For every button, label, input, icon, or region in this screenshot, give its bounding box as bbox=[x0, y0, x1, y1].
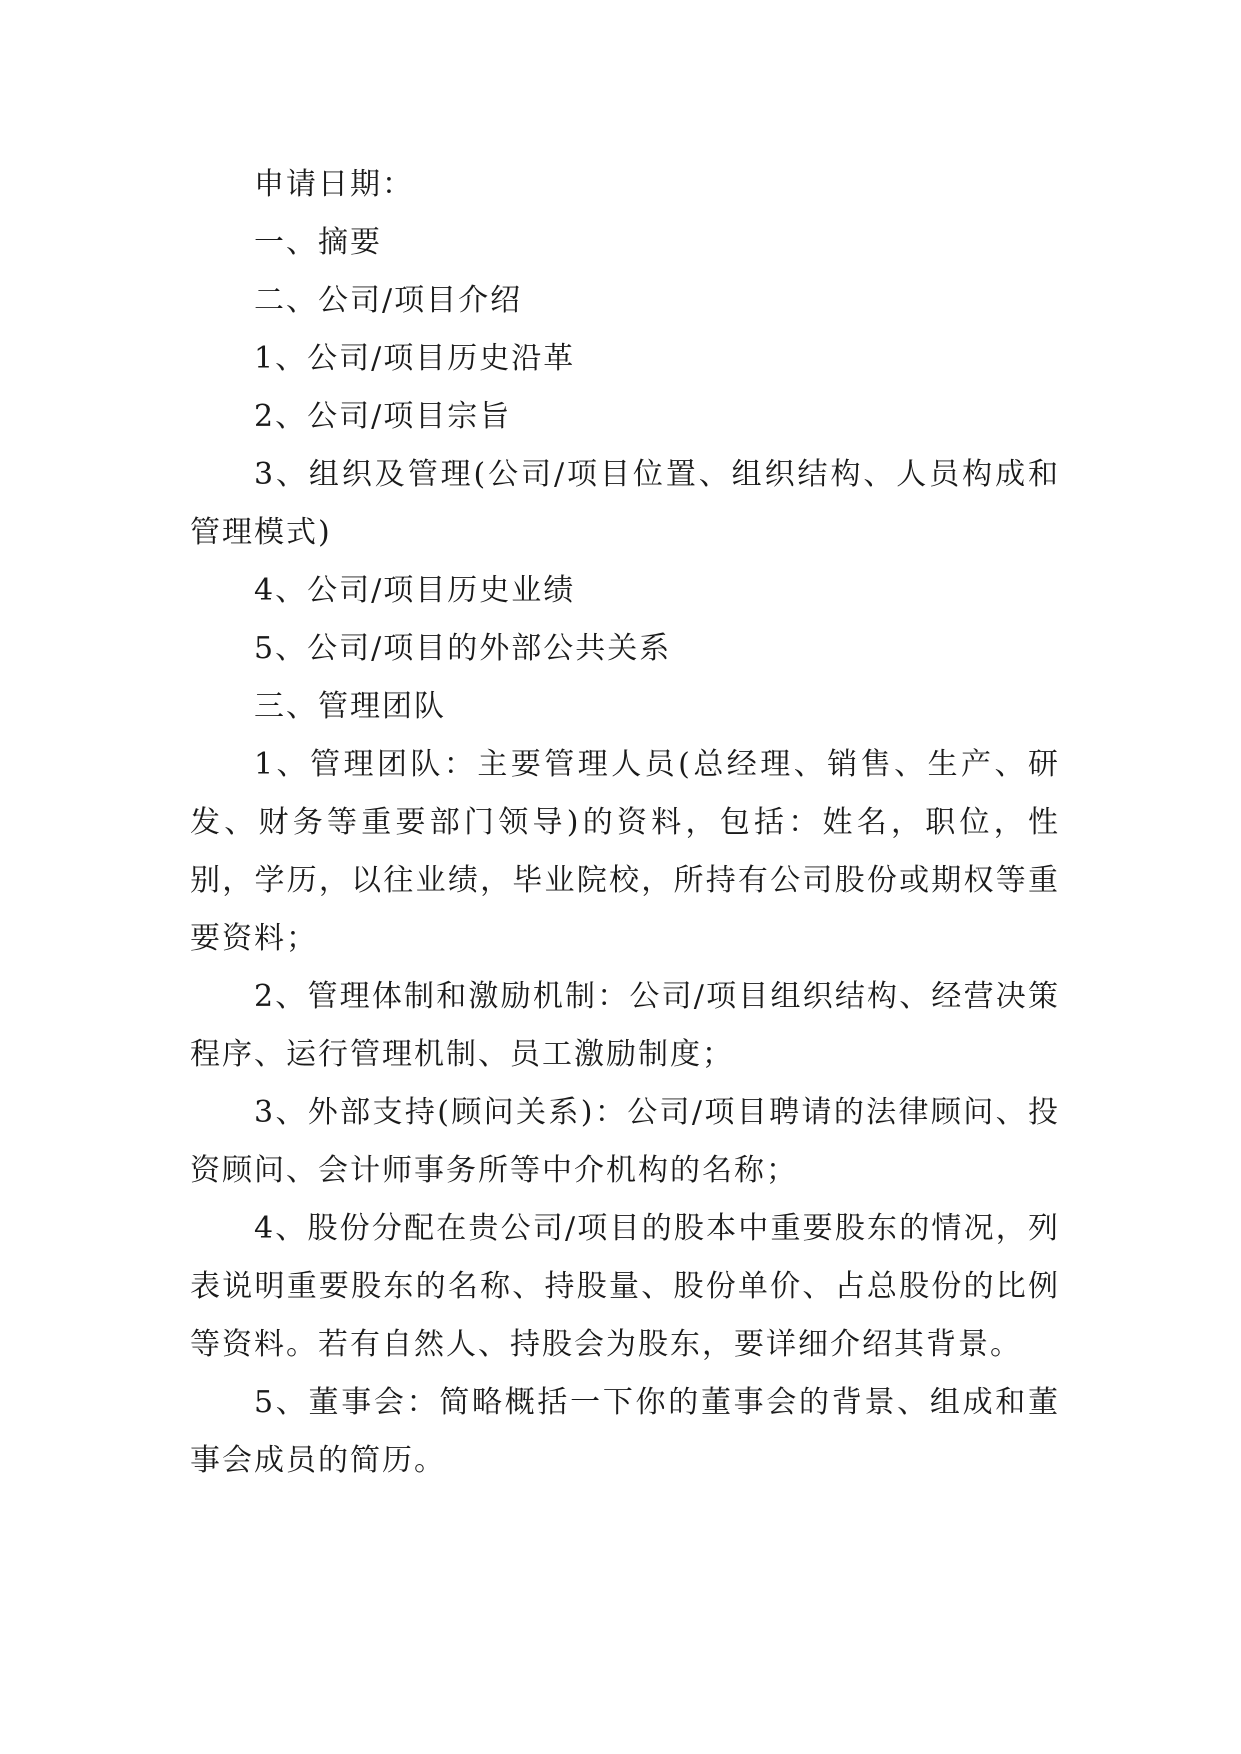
section-heading-management-team: 三、管理团队 bbox=[254, 689, 446, 724]
company-purpose-item: 2、公司/项目宗旨 bbox=[254, 399, 512, 434]
section-heading-company-intro: 二、公司/项目介绍 bbox=[254, 283, 523, 318]
company-history-item: 1、公司/项目历史沿革 bbox=[254, 341, 576, 376]
management-team-item: 1、管理团队：主要管理人员(总经理、销售、生产、研发、财务等重要部门领导)的资料，包括：姓名，职位，性别，学历，以往业绩，毕业院校，所持有公司股份或期权等重要资料； bbox=[190, 747, 1060, 956]
management-system-item: 2、管理体制和激励机制：公司/项目组织结构、经营决策程序、运行管理机制、员工激励制度； bbox=[190, 979, 1060, 1072]
board-of-directors-item: 5、董事会：简略概括一下你的董事会的背景、组成和董事会成员的简历。 bbox=[190, 1385, 1060, 1478]
document-body bbox=[190, 156, 1060, 1490]
application-date-line: 申请日期： bbox=[254, 167, 414, 202]
historical-performance-item: 4、公司/项目历史业绩 bbox=[254, 573, 576, 608]
share-distribution-item: 4、股份分配在贵公司/项目的股本中重要股东的情况，列表说明重要股东的名称、持股量、股份单价、占总股份的比例等资料。若有自然人、持股会为股东，要详细介绍其背景。 bbox=[190, 1211, 1060, 1362]
organization-management-item: 3、组织及管理(公司/项目位置、组织结构、人员构成和管理模式) bbox=[190, 457, 1060, 550]
public-relations-item: 5、公司/项目的外部公共关系 bbox=[254, 631, 672, 666]
external-support-item: 3、外部支持(顾问关系)：公司/项目聘请的法律顾问、投资顾问、会计师事务所等中介机构的名称； bbox=[190, 1095, 1060, 1188]
section-heading-summary: 一、摘要 bbox=[254, 225, 382, 260]
